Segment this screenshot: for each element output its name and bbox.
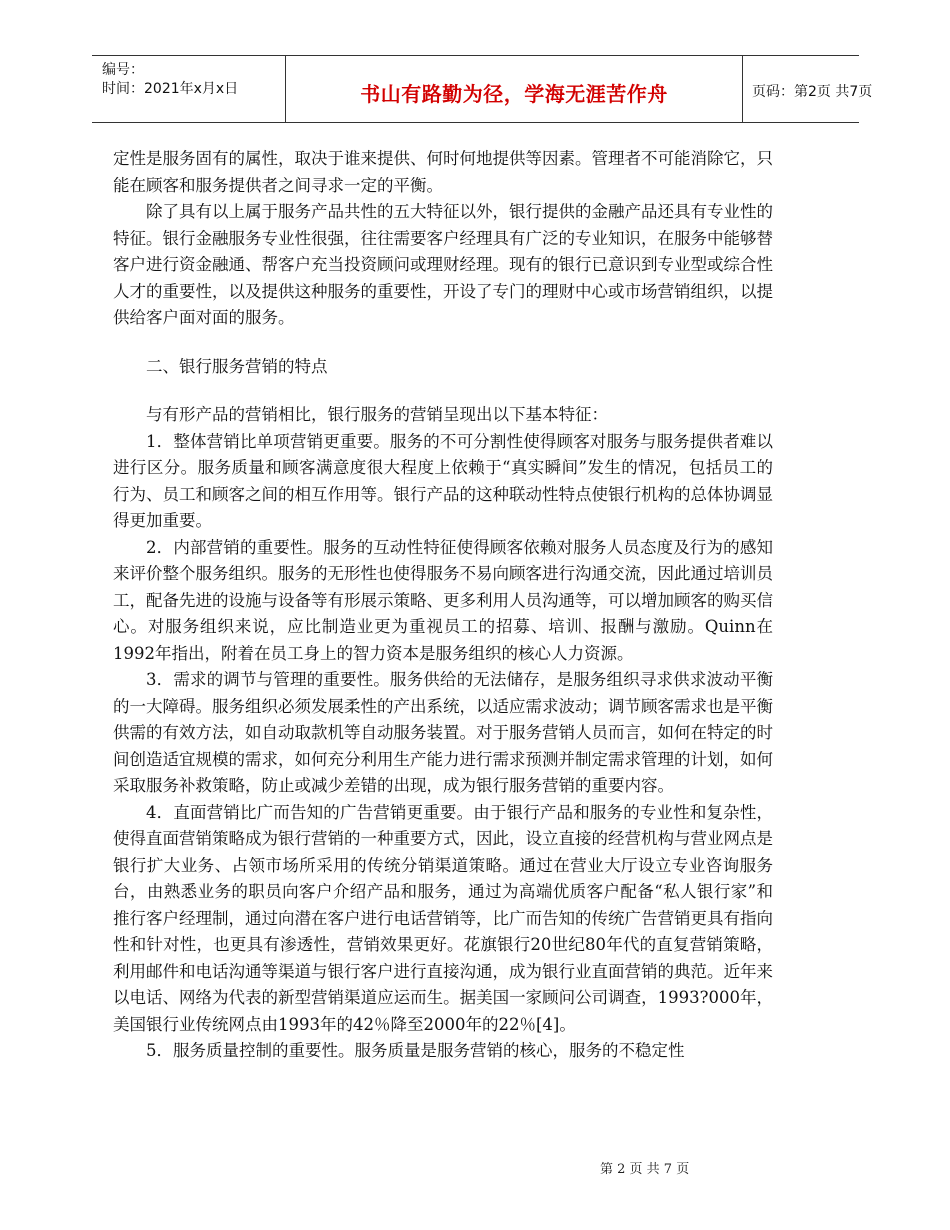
paragraph-point-4: 4．直面营销比广而告知的广告营销更重要。由于银行产品和服务的专业性和复杂性，使得直面营销策略成为银行营销的一种重要方式，因此，设立直接的经营机构与营业网点是银行扩大业务、占领市场所采用的传统分销渠道策略。通过在营业大厅设立专业咨询服务台，由熟悉业务的职员向客户介绍产品和服务，通过为高端优质客户配备“私人银行家”和推行客户经理制，通过向潜在客户进行电话营销等，比广而告知的传统广告营销更具有指向性和针对性，也更具有渗透性，营销效果更好。花旗银行20世纪80年代的直复营销策略，利用邮件和电话沟通等渠道与银行客户进行直接沟通，成为银行业直面营销的典范。近年来以电话、网络为代表的新型营销渠道应运而生。据美国一家顾问公司调查，1993?000年，美国银行业传统网点由1993年的42％降至2000年的22％[4]。 (113, 802, 773, 1034)
header-page-cell (742, 56, 873, 122)
section-heading: 二、银行服务营销的特点 (146, 356, 328, 376)
page-footer: 第 2 页 共 7 页 (600, 1162, 690, 1177)
header-meta-cell (92, 56, 285, 122)
paragraph-professional: 除了具有以上属于服务产品共性的五大特征以外，银行提供的金融产品还具有专业性的特征。银行金融服务专业性很强，往往需要客户经理具有广泛的专业知识，在服务中能够替客户进行资金融通、帮客户充当投资顾问或理财经理。现有的银行已意识到专业型或综合性人才的重要性，以及提供这种服务的重要性，开设了专门的理财中心或市场营销组织，以提供给客户面对面的服务。 (113, 202, 773, 327)
page-header (92, 55, 873, 123)
serial-number-label: 编号： (102, 62, 144, 78)
header-motto-cell (285, 56, 743, 122)
paragraph-intro: 与有形产品的营销相比，银行服务的营销呈现出以下基本特征： (146, 405, 608, 424)
header-page-info: 页码：第2页 共7页 (752, 84, 873, 100)
document-body (113, 146, 773, 1065)
paragraph-point-1: 1．整体营销比单项营销更重要。服务的不可分割性使得顾客对服务与服务提供者难以进行区分。服务质量和顾客满意度很大程度上依赖于“真实瞬间”发生的情况，包括员工的行为、员工和顾客之间的相互作用等。银行产品的这种联动性特点使银行机构的总体协调显得更加重要。 (113, 431, 773, 530)
paragraph-point-3: 3．需求的调节与管理的重要性。服务供给的无法储存，是服务组织寻求供求波动平衡的一大障碍。服务组织必须发展柔性的产出系统，以适应需求波动；调节顾客需求也是平衡供需的有效方法，如自动取款机等自动服务装置。对于服务营销人员而言，如何在特定的时间创造适宜规模的需求，如何充分利用生产能力进行需求预测并制定需求管理的计划，如何采取服务补救策略，防止或减少差错的出现，成为银行服务营销的重要内容。 (113, 670, 773, 795)
paragraph-continuation: 定性是服务固有的属性，取决于谁来提供、何时何地提供等因素。管理者不可能消除它，只能在顾客和服务提供者之间寻求一定的平衡。 (113, 149, 773, 195)
paragraph-point-2: 2．内部营销的重要性。服务的互动性特征使得顾客依赖对服务人员态度及行为的感知来评价整个服务组织。服务的无形性也使得服务不易向顾客进行沟通交流，因此通过培训员工，配备先进的设施与设备等有形展示策略、更多利用人员沟通等，可以增加顾客的购买信心。对服务组织来说，应比制造业更为重视员工的招募、培训、报酬与激励。Quinn在1992年指出，附着在员工身上的智力资本是服务组织的核心人力资源。 (113, 537, 773, 663)
paragraph-point-5: 5．服务质量控制的重要性。服务质量是服务营销的核心，服务的不稳定性 (146, 1041, 685, 1060)
time-label: 时间：2021年x月x日 (102, 81, 239, 97)
header-motto: 书山有路勤为径，学海无涯苦作舟 (360, 82, 668, 106)
